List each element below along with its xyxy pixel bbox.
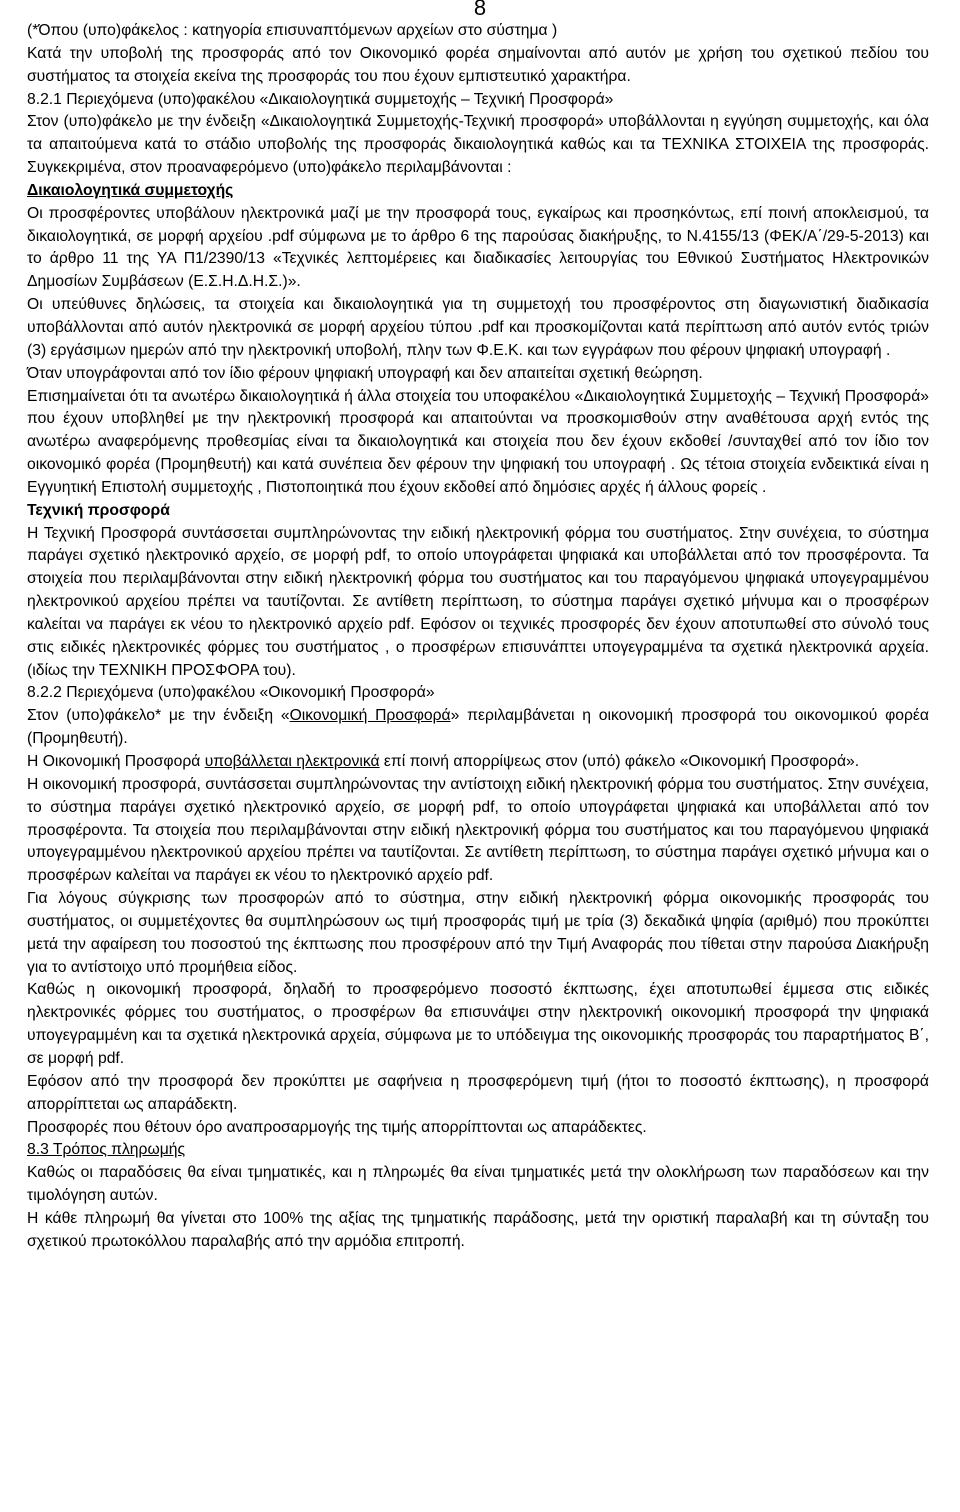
section-8-2-1-heading: 8.2.1 Περιεχόμενα (υπο)φακέλου «Δικαιολογητικά συμμετοχής – Τεχνική Προσφορά»	[27, 90, 614, 108]
section-8-2-2-heading: 8.2.2 Περιεχόμενα (υπο)φακέλου «Οικονομική Προσφορά»	[27, 684, 435, 702]
paragraph-financial-electronic: Η Οικονομική Προσφορά υποβάλλεται ηλεκτρονικά επί ποινή απορρίψεως στον (υπό) φάκελο «Οικονομική Προσφορά».	[27, 753, 860, 770]
paragraph-notice: Επισημαίνεται ότι τα ανωτέρω δικαιολογητικά ή άλλα στοιχεία του υποφακέλου «Δικαιολογητικά Συμμετοχής – Τεχνική Προσφορά» που έχουν υποβληθεί με την ηλεκτρονική προσφορά και απαιτούνται να προσκομισθούν στην αναθέτουσα αρχή εντός της ανωτέρω αναφερόμενης προθεσμίας είναι τα δικαιολογητικά και στοιχεία που δεν έχουν εκδοθεί /συνταχθεί από τον ίδιο τον οικονομικό φορέα (Προμηθευτή) και κατά συνέπεια δεν φέρουν την ψηφιακή του υπογραφή . Ως τέτοια στοιχεία ενδεικτικά είναι η Εγγυητική Επιστολή συμμετοχής , Πιστοποιητικά που έχουν εκδοθεί από δημόσιες αρχές ή άλλους φορείς .	[27, 387, 929, 496]
paragraph-declarations: Οι υπεύθυνες δηλώσεις, τα στοιχεία και δικαιολογητικά για τη συμμετοχή του προσφέροντος στη διαγωνιστική διαδικασία υποβάλλονται από αυτόν ηλεκτρονικά σε μορφή αρχείου τύπου .pdf και προσκομίζονται κατά περίπτωση από αυτόν εντός τριών (3) εργάσιμων ημερών από την ηλεκτρονική υποβολή, πλην των Φ.Ε.Κ. και των εγγράφων που φέρουν ψηφιακή υπογραφή .	[27, 296, 929, 359]
document-body	[27, 20, 929, 1254]
paragraph-discount: Καθώς η οικονομική προσφορά, δηλαδή το προσφερόμενο ποσοστό έκπτωσης, έχει αποτυπωθεί έμμεσα στις ειδικές ηλεκτρονικές φόρμες του συστήματος, ο προσφέρων θα επισυνάψει στην ηλεκτρονική οικονομική προσφορά την ψηφιακά υπογεγραμμένη και τα σχετικά ηλεκτρονικά αρχεία, σύμφωνα με το υπόδειγμα της οικονομικής προσφοράς του παραρτήματος Β΄, σε μορφή pdf.	[27, 981, 929, 1067]
paragraph-technical-offer: Η Τεχνική Προσφορά συντάσσεται συμπληρώνοντας την ειδική ηλεκτρονική φόρμα του συστήματος. Στην συνέχεια, το σύστημα παράγει σχετικό ηλεκτρονικό αρχείο, σε μορφή pdf, το οποίο υπογράφεται ψηφιακά και υποβάλλεται από τον προσφέροντα. Τα στοιχεία που περιλαμβάνονται στην ειδική ηλεκτρονική φόρμα του συστήματος και του παραγόμενου ψηφιακά υπογεγραμμένου ηλεκτρονικού αρχείου πρέπει να ταυτίζονται. Σε αντίθετη περίπτωση, το σύστημα παράγει σχετικό μήνυμα και ο προσφέρων καλείται να παράγει εκ νέου το ηλεκτρονικό αρχείο pdf. Εφόσον οι τεχνικές προσφορές δεν έχουν αποτυπωθεί στο σύνολό τους στις ειδικές ηλεκτρονικές φόρμες του συστήματος , ο προσφέρων επισυνάπτει υπογεγραμμένα τα σχετικά ηλεκτρονικά αρχεία. (ιδίως την ΤΕΧΝΙΚΗ ΠΡΟΣΦΟΡΑ του).	[27, 524, 929, 679]
paragraph-rejection-adjustment: Προσφορές που θέτουν όρο αναπροσαρμογής της τιμής απορρίπτονται ως απαράδεκτες.	[27, 1118, 647, 1136]
submitted-electronically-underlined: υποβάλλεται ηλεκτρονικά	[204, 753, 380, 770]
paragraph-rejection-unclear: Εφόσον από την προσφορά δεν προκύπτει με σαφήνεια η προσφερόμενη τιμή (ήτοι το ποσοστό έκπτωσης), η προσφορά απορρίπτεται ως απαράδεκτη.	[27, 1072, 929, 1113]
paragraph-electronic-submission: Οι προσφέροντες υποβάλουν ηλεκτρονικά μαζί με την προσφορά τους, εγκαίρως και προσηκόντως, επί ποινή αποκλεισμού, τα δικαιολογητικά, σε μορφή αρχείου .pdf σύμφωνα με το άρθρο 6 της παρούσας διακήρυξης, το Ν.4155/13 (ΦΕΚ/Α΄/29-5-2013) και το άρθρο 11 της ΥΑ Π1/2390/13 «Τεχνικές λεπτομέρειες και διαδικασίες λειτουργίας του Εθνικού Συστήματος Ηλεκτρονικών Δημοσίων Συμβάσεων (Ε.Σ.Η.Δ.Η.Σ.)».	[27, 204, 929, 291]
paragraph-signature: Όταν υπογράφονται από τον ίδιο φέρουν ψηφιακή υπογραφή και δεν απαιτείται σχετική θεώρηση.	[27, 364, 703, 382]
section-8-3-heading: 8.3 Τρόπος πληρωμής	[27, 1141, 186, 1159]
page-number: 8	[473, 0, 487, 20]
paragraph-payment-percentage: Η κάθε πληρωμή θα γίνεται στο 100% της αξίας της τμηματικής παράδοσης, μετά την οριστική παραλαβή και τη σύνταξη του σχετικού πρωτοκόλλου παραλαβής από την αρμόδια επιτροπή.	[27, 1209, 929, 1250]
paragraph-price-comparison: Για λόγους σύγκρισης των προσφορών από το σύστημα, στην ειδική ηλεκτρονική φόρμα οικονομικής προσφοράς του συστήματος, οι συμμετέχοντες θα συμπληρώσουν ως τιμή προσφοράς τιμή με τρία (3) δεκαδικά ψηφία (αριθμό) που προκύπτει μετά την αφαίρεση του ποσοστού της έκπτωσης που προσφέρουν από την Τιμή Αναφοράς που τίθεται στην παρούσα Διακήρυξη για το αντίστοιχο υπό προμήθεια είδος.	[27, 890, 929, 976]
footnote-subfolder: (*Όπου (υπο)φάκελος : κατηγορία επισυναπτόμενων αρχείων στο σύστημα )	[27, 22, 558, 39]
paragraph-partial-payments: Καθώς οι παραδόσεις θα είναι τμηματικές, και η πληρωμές θα είναι τμηματικές μετά την ολοκλήρωση των παραδόσεων και την τιμολόγηση αυτών.	[27, 1164, 929, 1205]
paragraph-financial-form: Η οικονομική προσφορά, συντάσσεται συμπληρώνοντας την αντίστοιχη ειδική ηλεκτρονική φόρμα του συστήματος. Στην συνέχεια, το σύστημα παράγει σχετικό ηλεκτρονικό αρχείο, σε μορφή pdf, το οποίο υπογράφεται ψηφιακά και υποβάλλεται από τον προσφέροντα. Τα στοιχεία που περιλαμβάνονται στην ειδική ηλεκτρονική φόρμα του συστήματος και του παραγόμενου ψηφιακά υπογεγραμμένου ηλεκτρονικού αρχείου πρέπει να ταυτίζονται. Σε αντίθετη περίπτωση, το σύστημα παράγει σχετικό μήνυμα και ο προσφέρων καλείται να παράγει εκ νέου το ηλεκτρονικό αρχείο pdf.	[27, 775, 929, 885]
financial-offer-underlined: Οικονομική Προσφορά	[289, 707, 451, 725]
paragraph-confidential: Κατά την υποβολή της προσφοράς από τον Οικονομικό φορέα σημαίνονται από αυτόν με χρήση του σχετικού πεδίου του συστήματος τα στοιχεία εκείνα της προσφοράς του που έχουν εμπιστευτικό χαρακτήρα.	[27, 44, 929, 85]
paragraph-financial-subfolder: Στον (υπο)φάκελο* με την ένδειξη «Οικονομική Προσφορά» περιλαμβάνεται η οικονομική προσφορά του οικονομικού φορέα (Προμηθευτή).	[27, 707, 929, 748]
heading-technical-offer: Τεχνική προσφορά	[27, 501, 170, 519]
heading-participation-documents: Δικαιολογητικά συμμετοχής	[27, 181, 234, 199]
paragraph-subfolder-contents: Στον (υπο)φάκελο με την ένδειξη «Δικαιολογητικά Συμμετοχής-Τεχνική προσφορά» υποβάλλονται η εγγύηση συμμετοχής, και όλα τα απαιτούμενα κατά το στάδιο υποβολής της προσφοράς δικαιολογητικά καθώς και τα ΤΕΧΝΙΚΑ ΣΤΟΙΧΕΙΑ της προσφοράς. Συγκεκριμένα, στον προαναφερόμενο (υπο)φάκελο περιλαμβάνονται :	[27, 113, 929, 177]
